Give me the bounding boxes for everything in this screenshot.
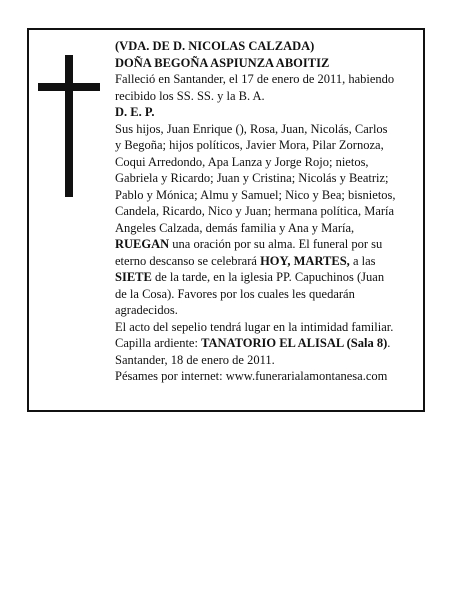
- family-line: Gabriela y Ricardo; Juan y Cristina; Nicolás y Beatriz;: [115, 171, 389, 185]
- death-notice-line: recibido los SS. SS. y la B. A.: [115, 88, 265, 103]
- family-line: Candela, Ricardo, Nico y Juan; hermana política, María: [115, 204, 395, 218]
- family-line: Sus hijos, Juan Enrique (), Rosa, Juan, Nicolás, Carlos: [115, 121, 388, 136]
- chapel-line: Capilla ardiente: TANATORIO EL ALISAL (Sala 8).: [115, 336, 391, 350]
- funeral-line: eterno descanso se celebrará HOY, MARTES, a las: [115, 253, 376, 268]
- thanks-line: de la Cosa). Favores por los cuales les quedarán: [115, 286, 355, 301]
- funeral-hour: SIETE: [115, 270, 152, 284]
- family-line: y Begoña; hijos políticos, Javier Mora, Pilar Zornoza,: [115, 138, 384, 152]
- date-line: Santander, 18 de enero de 2011.: [115, 352, 275, 367]
- cross-icon: [38, 55, 100, 197]
- rip-line: D. E. P.: [115, 105, 155, 119]
- burial-line: El acto del sepelio tendrá lugar en la intimidad familiar.: [115, 319, 394, 334]
- deceased-name: DOÑA BEGOÑA ASPIUNZA ABOITIZ: [115, 55, 330, 70]
- funeral-time-line: SIETE de la tarde, en la iglesia PP. Capuchinos (Juan: [115, 270, 385, 284]
- prayer-request-line: RUEGAN una oración por su alma. El funeral por su: [115, 237, 383, 251]
- obituary-text: [115, 38, 415, 385]
- death-notice-line: Falleció en Santander, el 17 de enero de 2011, habiendo: [115, 72, 395, 86]
- family-line: Coqui Arredondo, Apa Lanza y Jorge Rojo; nietos,: [115, 154, 369, 169]
- family-line: Pablo y Mónica; Almu y Samuel; Nico y Bea; bisnietos,: [115, 187, 396, 202]
- family-line: Angeles Calzada, demás familia y Ana y María,: [115, 220, 355, 235]
- condolences-line: Pésames por internet: www.funerarialamontanesa.com: [115, 369, 388, 383]
- chapel-name: TANATORIO EL ALISAL (Sala 8): [201, 336, 388, 350]
- widow-of-line: (VDA. DE D. NICOLAS CALZADA): [115, 39, 315, 53]
- thanks-line: agradecidos.: [115, 303, 178, 317]
- ruegan-word: RUEGAN: [115, 237, 170, 251]
- funeral-day: HOY, MARTES,: [260, 253, 350, 268]
